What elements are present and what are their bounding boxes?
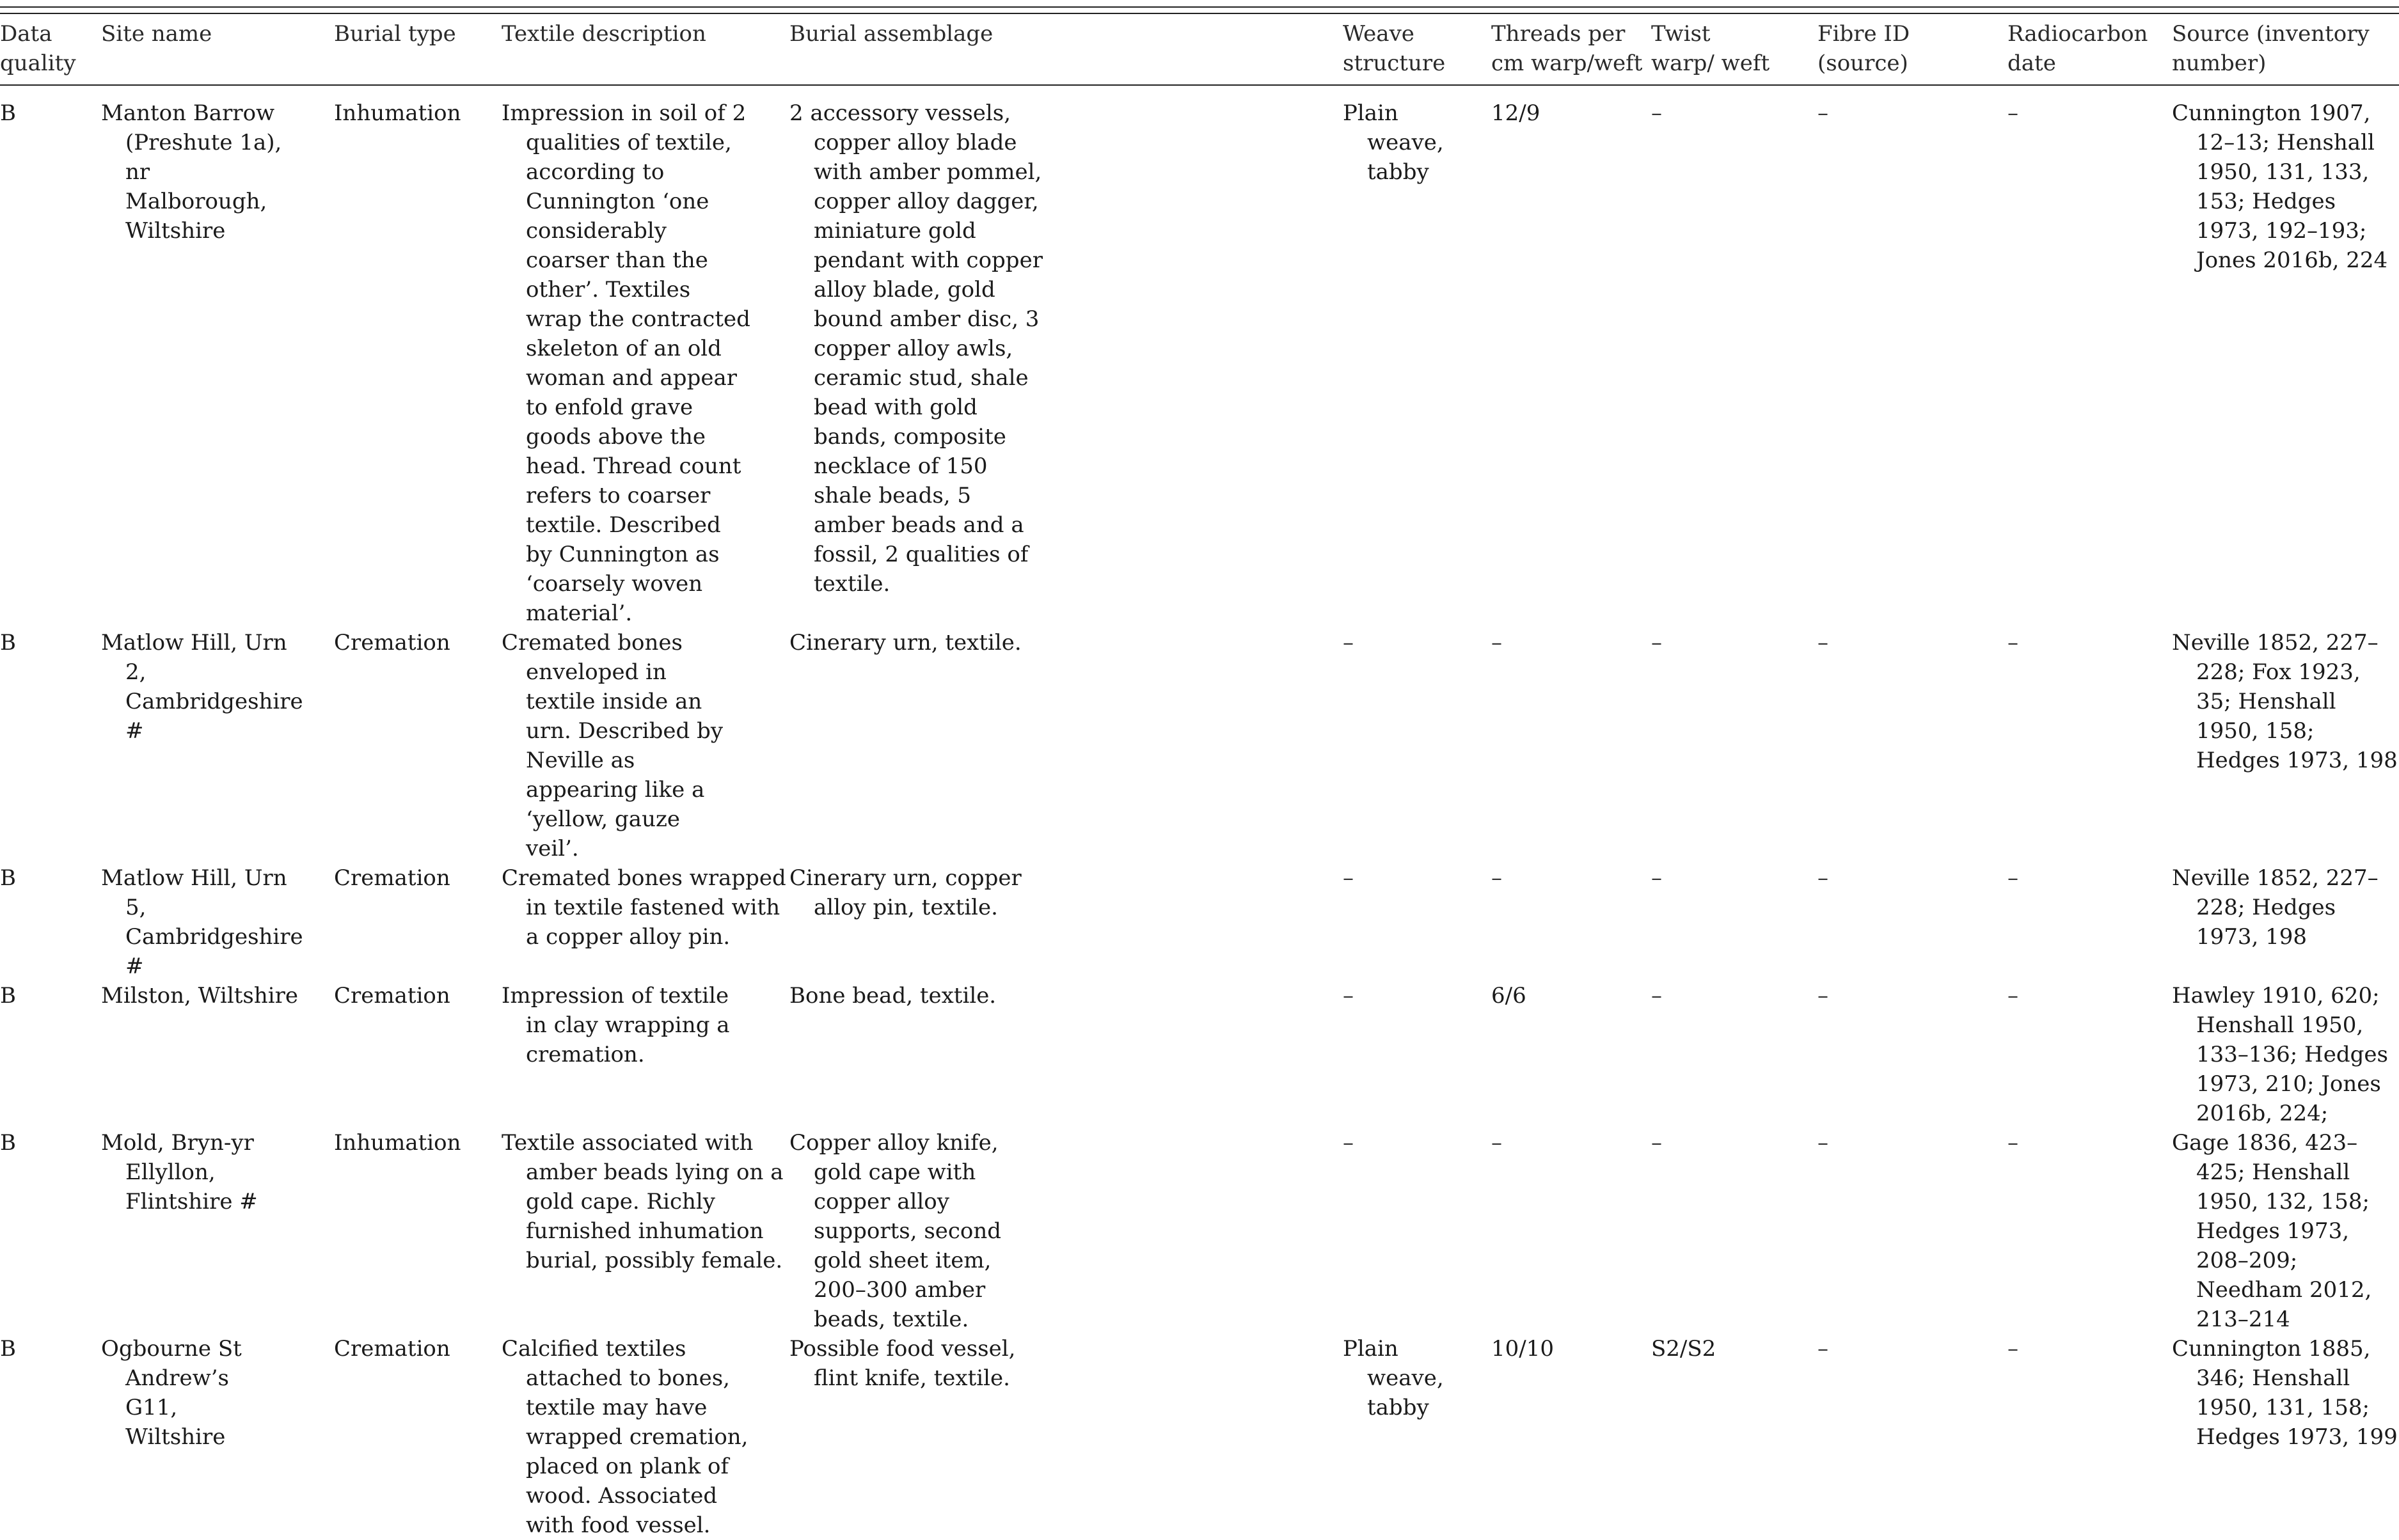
- header-row: [0, 18, 2399, 86]
- cell-source: [2172, 86, 2399, 628]
- cell-textile-description: [502, 863, 789, 981]
- cell-fibre-id: –: [1817, 1130, 1828, 1156]
- cell-fibre-id: –: [1817, 630, 1828, 656]
- cell-radiocarbon-date: –: [2007, 100, 2018, 126]
- header-textile-description: Textile description: [502, 21, 706, 47]
- cell-fibre-id: –: [1817, 865, 1828, 891]
- header-weave-structure: Weave structure: [1343, 21, 1446, 76]
- cell-source: [2172, 1334, 2399, 1540]
- cell-weave-structure: –: [1343, 630, 1354, 656]
- cell-burial-assemblage: [789, 981, 1343, 1128]
- cell-twist: –: [1651, 630, 1662, 656]
- site-name-text: Matlow Hill, Urn 2, Cambridgeshire #: [101, 630, 303, 744]
- cell-radiocarbon-date: –: [2007, 865, 2018, 891]
- site-name-text: Manton Barrow (Preshute 1a), nr Malborough, Wiltshire: [101, 100, 282, 244]
- cell-twist: –: [1651, 983, 1662, 1009]
- cell-twist: –: [1651, 100, 1662, 126]
- burial-assemblage-text: 2 accessory vessels, copper alloy blade with amber pommel, copper alloy dagger, miniature gold pendant with copper alloy blade, gold bound amber disc, 3 copper alloy awls, ceramic stud, shale bead with gold bands, composite necklace of 150 shale beads, 5 amber beads and a fossil, 2 qualities of textile.: [789, 100, 1043, 597]
- cell-radiocarbon-date: –: [2007, 1130, 2018, 1156]
- table-row: [0, 628, 2399, 863]
- top-double-rule-lower: [0, 13, 2399, 14]
- cell-burial-assemblage: [789, 863, 1343, 981]
- header-threads-per-cm: Threads per cm warp/weft: [1491, 21, 1643, 76]
- source-text: Cunnington 1885, 346; Henshall 1950, 131, 158; Hedges 1973, 199: [2172, 1336, 2398, 1450]
- cell-site-name: [101, 628, 334, 863]
- cell-data-quality: B: [0, 1130, 16, 1156]
- cell-weave-structure: [1343, 1334, 1491, 1540]
- header-burial-assemblage: Burial assemblage: [789, 21, 994, 47]
- cell-burial-type: Cremation: [334, 630, 450, 656]
- cell-weave-structure: –: [1343, 983, 1354, 1009]
- top-double-rule-upper: [0, 6, 2399, 8]
- cell-weave-structure: –: [1343, 1130, 1354, 1156]
- cell-burial-assemblage: [789, 1334, 1343, 1540]
- weave-structure-text: Plain weave, tabby: [1343, 100, 1444, 185]
- site-name-text: Milston, Wiltshire: [101, 983, 299, 1009]
- textile-description-text: Impression of textile in clay wrapping a cremation.: [502, 983, 730, 1067]
- cell-textile-description: [502, 1334, 789, 1540]
- cell-weave-structure: [1343, 86, 1491, 628]
- source-text: Cunnington 1907, 12–13; Henshall 1950, 131, 133, 153; Hedges 1973, 192–193; Jones 2016b, 224: [2172, 100, 2388, 273]
- source-text: Gage 1836, 423–425; Henshall 1950, 132, 158; Hedges 1973, 208–209; Needham 2012, 213–214: [2172, 1130, 2372, 1332]
- textile-description-text: Cremated bones wrapped in textile fastened with a copper alloy pin.: [502, 865, 786, 950]
- cell-source: [2172, 863, 2399, 981]
- cell-threads: –: [1491, 1130, 1502, 1156]
- cell-data-quality: B: [0, 100, 16, 126]
- cell-burial-type: Cremation: [334, 1336, 450, 1362]
- cell-radiocarbon-date: –: [2007, 1336, 2018, 1362]
- table-row: [0, 1128, 2399, 1334]
- cell-weave-structure: –: [1343, 865, 1354, 891]
- textile-description-text: Cremated bones enveloped in textile inside an urn. Described by Neville as appearing like a ‘yellow, gauze veil’.: [502, 630, 724, 861]
- cell-threads: 6/6: [1491, 983, 1526, 1009]
- burial-assemblage-text: Cinerary urn, copper alloy pin, textile.: [789, 865, 1022, 920]
- site-name-text: Mold, Bryn-yr Ellyllon, Flintshire #: [101, 1130, 258, 1214]
- cell-site-name: [101, 86, 334, 628]
- textile-description-text: Impression in soil of 2 qualities of textile, according to Cunnington ‘one considerably coarser than the other’. Textiles wrap the contracted skeleton of an old woman and appear to enfold grave goods above the head. Thread count refers to coarser textile. Described by Cunnington as ‘coarsely woven material’.: [502, 100, 750, 626]
- burial-assemblage-text: Copper alloy knife, gold cape with copper alloy supports, second gold sheet item, 200–300 amber beads, textile.: [789, 1130, 1002, 1332]
- cell-source: [2172, 1128, 2399, 1334]
- burial-assemblage-text: Cinerary urn, textile.: [789, 630, 1022, 656]
- cell-burial-assemblage: [789, 628, 1343, 863]
- cell-radiocarbon-date: –: [2007, 630, 2018, 656]
- cell-data-quality: B: [0, 1336, 16, 1362]
- cell-threads: 10/10: [1491, 1336, 1554, 1362]
- cell-threads: –: [1491, 630, 1502, 656]
- cell-threads: –: [1491, 865, 1502, 891]
- cell-site-name: [101, 1128, 334, 1334]
- cell-source: [2172, 628, 2399, 863]
- cell-fibre-id: –: [1817, 983, 1828, 1009]
- cell-source: [2172, 981, 2399, 1128]
- cell-burial-type: Inhumation: [334, 100, 461, 126]
- textile-description-text: Calcified textiles attached to bones, textile may have wrapped cremation, placed on plank of wood. Associated with food vessel.: [502, 1336, 748, 1538]
- header-twist: Twist warp/ weft: [1651, 21, 1770, 76]
- cell-textile-description: [502, 1128, 789, 1334]
- header-burial-type: Burial type: [334, 21, 456, 47]
- cell-textile-description: [502, 628, 789, 863]
- cell-site-name: [101, 981, 334, 1128]
- header-data-quality: Data quality: [0, 21, 76, 76]
- weave-structure-text: Plain weave, tabby: [1343, 1336, 1444, 1420]
- cell-burial-type: Inhumation: [334, 1130, 461, 1156]
- table-row: [0, 981, 2399, 1128]
- source-text: Neville 1852, 227–228; Hedges 1973, 198: [2172, 865, 2379, 950]
- cell-threads: 12/9: [1491, 100, 1540, 126]
- cell-data-quality: B: [0, 983, 16, 1009]
- cell-textile-description: [502, 981, 789, 1128]
- burial-assemblage-text: Possible food vessel, flint knife, textile.: [789, 1336, 1016, 1391]
- burial-assemblage-text: Bone bead, textile.: [789, 983, 997, 1009]
- cell-data-quality: B: [0, 630, 16, 656]
- cell-twist: S2/S2: [1651, 1336, 1716, 1362]
- site-name-text: Ogbourne St Andrew’s G11, Wiltshire: [101, 1336, 242, 1450]
- source-text: Neville 1852, 227–228; Fox 1923, 35; Henshall 1950, 158; Hedges 1973, 198: [2172, 630, 2398, 773]
- table-row: [0, 1334, 2399, 1540]
- table-row: [0, 863, 2399, 981]
- table-row: [0, 86, 2399, 628]
- cell-textile-description: [502, 86, 789, 628]
- cell-burial-assemblage: [789, 1128, 1343, 1334]
- header-fibre-id: Fibre ID (source): [1817, 21, 1910, 76]
- textile-description-text: Textile associated with amber beads lying on a gold cape. Richly furnished inhumation burial, possibly female.: [502, 1130, 784, 1273]
- cell-burial-type: Cremation: [334, 983, 450, 1009]
- cell-twist: –: [1651, 865, 1662, 891]
- cell-fibre-id: –: [1817, 100, 1828, 126]
- textile-inventory-table: [0, 18, 2399, 1540]
- cell-burial-type: Cremation: [334, 865, 450, 891]
- site-name-text: Matlow Hill, Urn 5, Cambridgeshire #: [101, 865, 303, 979]
- cell-twist: –: [1651, 1130, 1662, 1156]
- cell-site-name: [101, 1334, 334, 1540]
- cell-burial-assemblage: [789, 86, 1343, 628]
- cell-site-name: [101, 863, 334, 981]
- header-site-name: Site name: [101, 21, 212, 47]
- cell-data-quality: B: [0, 865, 16, 891]
- source-text: Hawley 1910, 620; Henshall 1950, 133–136; Hedges 1973, 210; Jones 2016b, 224;: [2172, 983, 2388, 1126]
- header-source: Source (inventory number): [2172, 21, 2370, 76]
- header-radiocarbon-date: Radiocarbon date: [2007, 21, 2148, 76]
- cell-fibre-id: –: [1817, 1336, 1828, 1362]
- cell-radiocarbon-date: –: [2007, 983, 2018, 1009]
